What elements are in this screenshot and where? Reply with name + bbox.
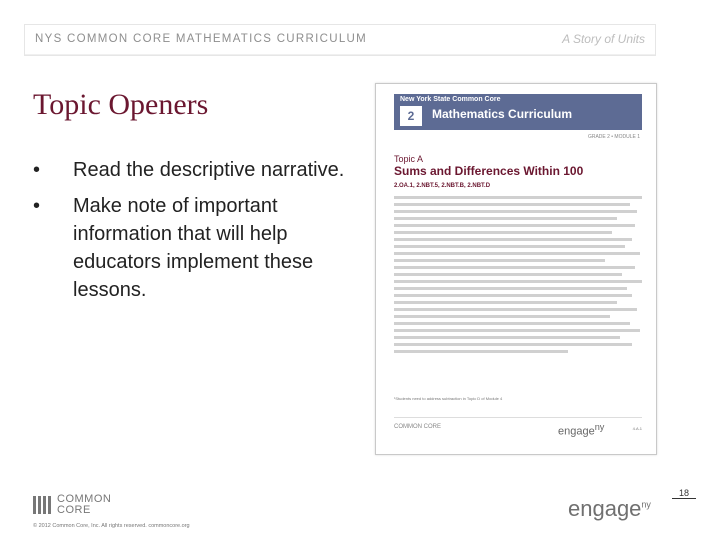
document-grade: 2 <box>400 106 422 126</box>
document-footer-engage-sup: ny <box>594 422 605 432</box>
engage-ny-logo-text: engage <box>568 496 642 521</box>
document-state: New York State Common Core <box>400 96 501 103</box>
copyright-text: © 2012 Common Core, Inc. All rights reserved. commoncore.org <box>33 523 190 529</box>
bullet-list <box>33 156 373 312</box>
document-topic-title: Sums and Differences Within 100 <box>394 164 584 178</box>
header-bar <box>24 24 656 56</box>
bullet-text: Read the descriptive narrative. <box>73 159 345 181</box>
bullet-dot: • <box>33 195 41 217</box>
document-footer-logo: COMMON CORE <box>394 424 441 430</box>
bullet-dot: • <box>33 159 41 181</box>
series-label: A Story of Units <box>562 32 645 46</box>
document-banner <box>394 94 642 130</box>
common-core-logo-text: COMMON CORE <box>57 493 112 516</box>
document-topic-label: Topic A <box>394 154 424 164</box>
document-body-text <box>394 196 642 357</box>
curriculum-label: NYS COMMON CORE MATHEMATICS CURRICULUM <box>35 33 368 45</box>
bullet-item <box>33 156 373 184</box>
document-footnote: ¹Students need to address subtraction in Topic D of Module 4 <box>394 396 503 401</box>
common-core-logo <box>33 494 121 516</box>
bullet-item <box>33 192 373 304</box>
document-footer-engage-text: engage <box>558 425 595 438</box>
document-footer-page: 4.A.1 <box>632 426 642 431</box>
document-module-label: GRADE 2 • MODULE 1 <box>587 134 640 140</box>
document-standards: 2.OA.1, 2.NBT.5, 2.NBT.B, 2.NBT.D <box>394 183 491 189</box>
page-number: 18 <box>672 488 696 499</box>
document-curriculum-title: Mathematics Curriculum <box>432 107 573 121</box>
engage-ny-logo-sup: ny <box>641 499 651 510</box>
common-core-logo-icon <box>33 496 51 514</box>
topic-opener-document-image <box>375 83 657 455</box>
slide-title: Topic Openers <box>33 88 209 121</box>
document-footer-engage <box>558 422 604 438</box>
engage-ny-logo <box>568 496 651 522</box>
document-footer <box>394 417 642 438</box>
bullet-text: Make note of important information that will help educators implement these lessons. <box>73 195 314 301</box>
